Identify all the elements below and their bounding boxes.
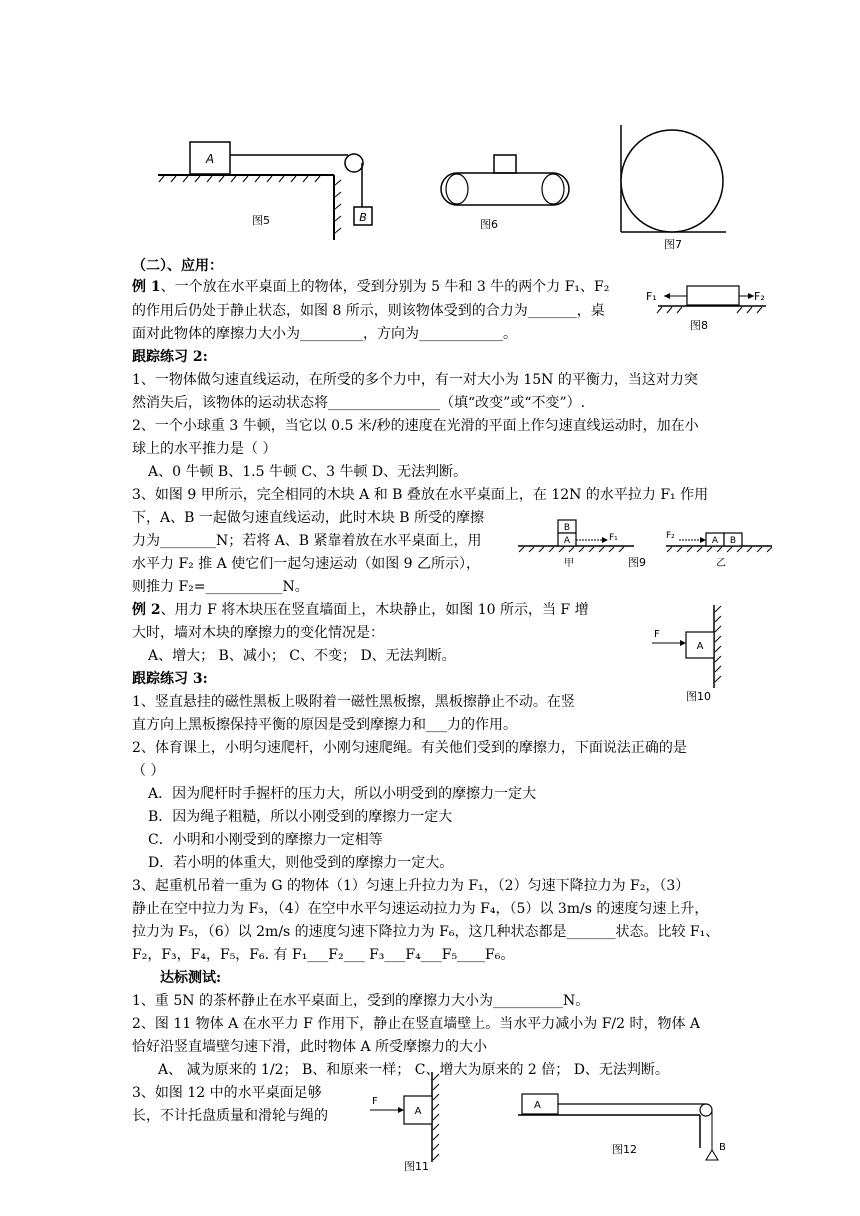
track-2-q3-line-5: 则推力 F₂=___________N。 xyxy=(132,579,309,595)
example-2-label: 例 2 xyxy=(132,602,161,618)
fig11-block-a: A xyxy=(414,1106,422,1117)
track-2-q3-line-2: 下，A、B 一起做匀速直线运动，此时木块 B 所受的摩擦 xyxy=(132,510,485,526)
track-2-q2-options: A、0 牛顿 B、1.5 牛顿 C、3 牛顿 D、无法判断。 xyxy=(148,464,468,480)
track-2-q3-line-3: 力为________N；若将 A、B 紧靠着放在水平桌面上，用 xyxy=(132,533,482,549)
example-1-line-3: 面对此物体的摩擦力大小为_________，方向为____________。 xyxy=(132,326,517,342)
test-q2-options: A、 减为原来的 1/2； B、和原来一样； C、增大为原来的 2 倍； D、无法判断。 xyxy=(158,1062,669,1078)
section-title: （二）、应用： xyxy=(132,258,223,274)
fig9-f1-label: F₁ xyxy=(609,533,618,543)
track-2-q3-line-1: 3、如图 9 甲所示，完全相同的木块 A 和 B 叠放在水平桌面上，在 12N 的水平拉力 F₁ 作用 xyxy=(132,487,709,503)
track-3-q1-line-1: 1、竖直悬挂的磁性黑板上吸附着一磁性黑板擦，黑板擦静止不动。在竖 xyxy=(132,694,575,710)
figure-5 xyxy=(158,135,380,245)
track-3-q2-option-b: B．因为绳子粗糙，所以小刚受到的摩擦力一定大 xyxy=(148,809,453,825)
test-q2-line-1: 2、图 11 物体 A 在水平力 F 作用下，静止在竖直墙壁上。当水平力减小为 F/2 时，物体 A xyxy=(132,1016,701,1032)
figure-7 xyxy=(616,125,726,235)
example-2-text: 、用力 F 将木块压在竖直墙面上，木块静止，如图 10 所示，当 F 增 xyxy=(160,602,589,618)
track-2-q1-line-2: 然消失后，该物体的运动状态将________________（填“改变”或“不变”）. xyxy=(132,395,586,411)
track-3-q2-option-a: A．因为爬杆时手握杆的压力大，所以小明受到的摩擦力一定大 xyxy=(148,786,537,802)
test-title: 达标测试: xyxy=(160,970,222,986)
track-3-q3-line-2: 静止在空中拉力为 F₃，（4）在空中水平匀速运动拉力为 F₄，（5）以 3m/s 的速度匀速上升， xyxy=(132,901,709,917)
track-3-q3-line-1: 3、起重机吊着一重为 G 的物体（1）匀速上升拉力为 F₁，（2）匀速下降拉力为 F₂，（3） xyxy=(132,878,690,894)
fig10-block-a: A xyxy=(696,641,704,652)
track-3-q3-line-3: 拉力为 F₅，（6）以 2m/s 的速度匀速下降拉力为 F₆，这几种状态都是_______状态。比较 F₁、 xyxy=(132,924,720,940)
track-3-q1-line-2: 直方向上黑板擦保持平衡的原因是受到摩擦力和___力的作用。 xyxy=(132,717,517,733)
test-q2-line-2: 恰好沿竖直墙壁匀速下滑，此时物体 A 所受摩擦力的大小 xyxy=(132,1039,488,1055)
figure-11-caption: 图11 xyxy=(404,1160,429,1173)
example-1-text: 、一个放在水平桌面上的物体，受到分别为 5 牛和 3 牛的两个力 F₁、F₂ xyxy=(160,279,610,295)
figure-5-caption: 图5 xyxy=(252,214,270,227)
figure-8-caption: 图8 xyxy=(690,319,708,332)
track-2-q2-line-2: 球上的水平推力是（ ） xyxy=(132,441,277,457)
fig12-point-b: B xyxy=(719,1142,726,1153)
figure-6 xyxy=(440,153,570,209)
example-2-options: A、增大； B、减小； C、不变； D、无法判断。 xyxy=(148,648,456,664)
track-3-title: 跟踪练习 3: xyxy=(132,671,208,687)
track-3-q2-option-d: D．若小明的体重大，则他受到的摩擦力一定大。 xyxy=(148,855,454,871)
fig9b-block-b: B xyxy=(729,536,737,546)
fig11-force-label: F xyxy=(372,1096,378,1107)
block-b-label: B xyxy=(359,211,367,224)
figure-6-caption: 图6 xyxy=(480,218,498,231)
figure-7-caption: 图7 xyxy=(664,238,682,251)
block-a-label: A xyxy=(205,152,215,166)
figure-10 xyxy=(648,600,728,690)
figure-8 xyxy=(642,282,772,322)
force-f1-label: F₁ xyxy=(646,290,657,303)
force-f2-label: F₂ xyxy=(754,290,765,303)
track-2-q2-line-1: 2、一个小球重 3 牛顿，当它以 0.5 米/秒的速度在光滑的平面上作匀速直线运动时，加在小 xyxy=(132,418,699,434)
fig10-force-label: F xyxy=(654,629,660,640)
figure-12-caption: 图12 xyxy=(612,1143,637,1156)
figure-9-caption: 图9 xyxy=(628,556,646,569)
fig9b-block-a: A xyxy=(711,536,719,546)
fig9-yi-label: 乙 xyxy=(716,558,726,569)
track-3-q2-option-c: C．小明和小刚受到的摩擦力一定相等 xyxy=(148,832,383,848)
test-q1: 1、重 5N 的茶杯静止在水平桌面上，受到的摩擦力大小为__________N。 xyxy=(132,993,590,1009)
example-1-line-1 xyxy=(132,276,609,298)
track-2-q1-line-1: 1、一物体做匀速直线运动，在所受的多个力中，有一对大小为 15N 的平衡力，当这对力突 xyxy=(132,372,698,388)
track-2-q3-line-4: 水平力 F₂ 推 A 使它们一起匀速运动（如图 9 乙所示）， xyxy=(132,556,481,572)
fig9-f2-label: F₂ xyxy=(666,531,675,541)
example-2-line-1 xyxy=(132,599,589,621)
fig12-block-a: A xyxy=(534,1100,541,1111)
track-2-title: 跟踪练习 2: xyxy=(132,349,208,365)
example-2-line-2: 大时，墙对木块的摩擦力的变化情况是： xyxy=(132,625,384,641)
track-3-q2-line-1: 2、体育课上，小明匀速爬杆，小刚匀速爬绳。有关他们受到的摩擦力，下面说法正确的是 xyxy=(132,740,687,756)
test-q3-line-1: 3、如图 12 中的水平桌面足够 xyxy=(132,1085,322,1101)
test-q3-line-2: 长，不计托盘质量和滑轮与绳的 xyxy=(132,1108,328,1124)
track-3-q2-line-2: （ ） xyxy=(132,763,165,779)
fig9-jia-label: 甲 xyxy=(564,558,574,569)
fig9-block-b: B xyxy=(563,523,571,533)
figure-11 xyxy=(366,1072,446,1172)
figure-10-caption: 图10 xyxy=(686,690,711,703)
example-1-label: 例 1 xyxy=(132,279,161,295)
track-3-q3-line-4: F₂，F₃，F₄，F₅，F₆. 有 F₁___F₂___ F₃___F₄___F₅____F₆。 xyxy=(132,947,515,963)
fig9-block-a: A xyxy=(563,536,571,546)
example-1-line-2: 的作用后仍处于静止状态，如图 8 所示，则该物体受到的合力为_______，桌 xyxy=(132,303,605,319)
